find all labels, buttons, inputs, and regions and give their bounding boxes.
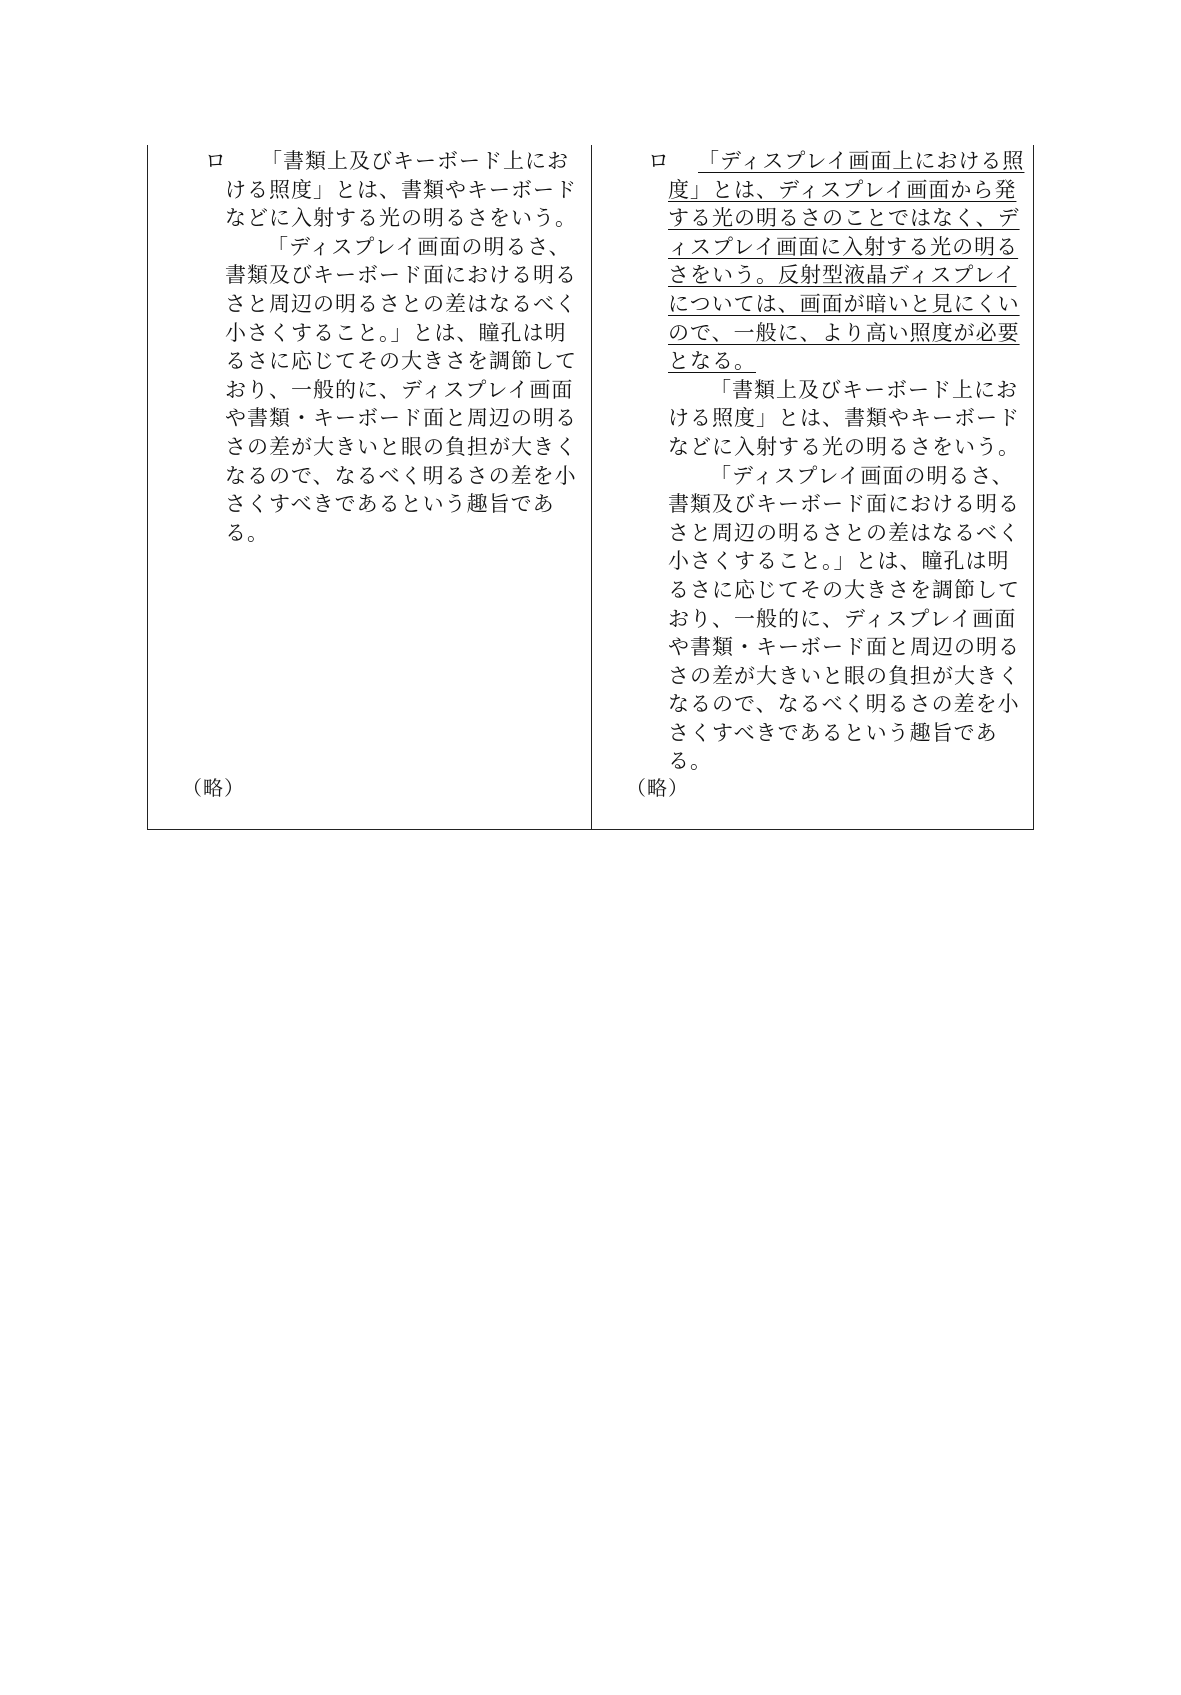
right-underlined-paragraph	[668, 147, 1025, 376]
right-item-marker: ロ	[648, 149, 670, 173]
right-column	[592, 145, 1033, 829]
left-paragraph-2: 「ディスプレイ画面の明るさ、書類及びキーボード面における明るさと周辺の明るさとの差はなるべく小さくすること。」とは、瞳孔は明るさに応じてその大きさを調節しており、一般的に、ディスプレイ画面や書類・キーボード面と周辺の明るさの差が大きいと眼の負担が大きくなるので、なるべく明るさの差を小さくすべきであるという趣旨である。	[225, 234, 577, 545]
left-omitted-note: （略）	[182, 776, 245, 800]
left-paragraph-1-text: 「書類上及びキーボード上における照度」とは、書類やキーボードなどに入射する光の明るさをいう。	[225, 149, 577, 231]
right-item-body	[668, 147, 1025, 776]
right-item-ro	[648, 147, 1025, 776]
left-item-ro	[205, 147, 583, 547]
comparison-table	[147, 145, 1034, 830]
left-item-body	[225, 147, 583, 547]
right-paragraph-2: 「ディスプレイ画面の明るさ、書類及びキーボード面における明るさと周辺の明るさとの差はなるべく小さくすること。」とは、瞳孔は明るさに応じてその大きさを調節しており、一般的に、ディスプレイ画面や書類・キーボード面と周辺の明るさの差が大きいと眼の負担が大きくなるので、なるべく明るさの差を小さくすべきであるという趣旨である。	[668, 463, 1020, 774]
right-underlined-text: 「ディスプレイ画面上における照度」とは、ディスプレイ画面から発する光の明るさのことではなく、ディスプレイ画面に入射する光の明るさをいう。反射型液晶ディスプレイについては、画面が暗いと見にくいので、一般に、より高い照度が必要となる。	[668, 149, 1025, 374]
left-paragraph-1	[225, 147, 583, 233]
right-paragraph-1: 「書類上及びキーボード上における照度」とは、書類やキーボードなどに入射する光の明るさをいう。	[668, 377, 1020, 459]
right-omitted-note: （略）	[626, 776, 689, 800]
left-item-marker: ロ	[205, 149, 227, 173]
left-column	[148, 145, 592, 829]
